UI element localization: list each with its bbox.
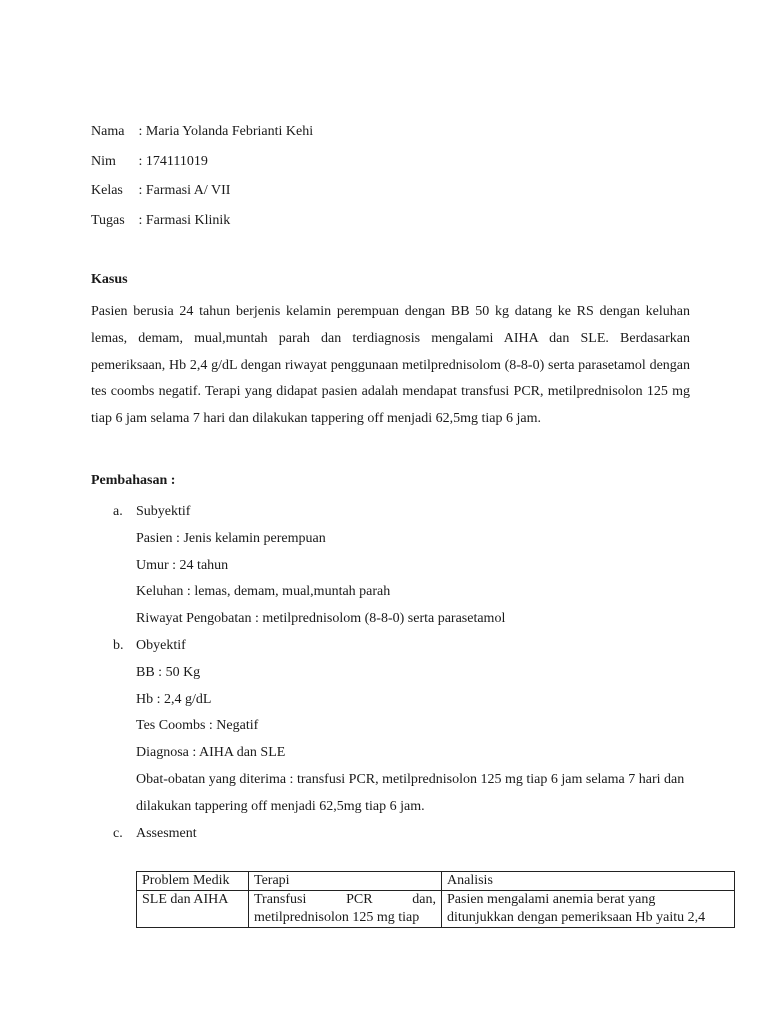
list-marker: b.: [113, 637, 124, 653]
identity-value: 174111019: [145, 153, 208, 169]
section-line: Tes Coombs : Negatif: [136, 718, 259, 734]
pembahasan-heading: Pembahasan :: [91, 473, 176, 488]
section-line: Pasien : Jenis kelamin perempuan: [136, 530, 326, 546]
section-title: Obyektif: [136, 637, 186, 653]
identity-row-tugas: [91, 211, 313, 241]
assessment-table: [136, 871, 735, 928]
section-line: Obat-obatan yang diterima : transfusi PCR, metilprednisolon 125 mg tiap 6 jam selama 7 hari dan dilakukan tappering off menjadi 62,5mg tiap 6 jam.: [136, 771, 685, 814]
identity-separator: :: [138, 212, 143, 228]
list-item-assesment: [91, 821, 701, 848]
table-row: [137, 891, 735, 928]
identity-row-kelas: [91, 181, 313, 211]
table-header-row: [137, 872, 735, 891]
student-identity: [91, 122, 313, 240]
section-title: Assesment: [136, 825, 197, 841]
section-title: Subyektif: [136, 504, 191, 519]
identity-row-name: [91, 122, 313, 152]
kasus-paragraph: Pasien berusia 24 tahun berjenis kelamin perempuan dengan BB 50 kg datang ke RS dengan keluhan lemas, demam, mual,muntah parah dan terdiagnosis mengalami AIHA dan SLE. Berdasarkan pemeriksaan, Hb 2,4 g/dL dengan riwayat penggunaan metilprednisolom (8-8-0) serta parasetamol dengan tes coombs negatif. Terapi yang didapat pasien adalah mendapat transfusi PCR, metilprednisolon 125 mg tiap 6 jam selama 7 hari dan dilakukan tappering off menjadi 62,5mg tiap 6 jam.: [91, 304, 690, 427]
identity-separator: :: [138, 124, 143, 139]
identity-value: Farmasi A/ VII: [145, 183, 231, 198]
cell-analisis: [442, 891, 735, 928]
cell-problem: SLE dan AIHA: [137, 891, 249, 928]
section-line: Diagnosa : AIHA dan SLE: [136, 745, 286, 761]
pembahasan-list: [91, 499, 701, 847]
section-line: Hb : 2,4 g/dL: [136, 691, 212, 707]
identity-separator: :: [138, 183, 143, 198]
section-line: Keluhan : lemas, demam, mual,muntah parah: [136, 584, 391, 600]
list-item-subyektif: [91, 499, 701, 633]
identity-value: Farmasi Klinik: [145, 212, 231, 228]
list-marker: c.: [113, 825, 123, 841]
identity-value: Maria Yolanda Febrianti Kehi: [145, 124, 314, 139]
cell-terapi: [249, 891, 442, 928]
section-line: Riwayat Pengobatan : metilprednisolom (8-8-0) serta parasetamol: [136, 611, 506, 627]
header-terapi: Terapi: [249, 872, 442, 891]
kasus-heading: Kasus: [91, 272, 128, 287]
identity-key: Nama: [91, 124, 125, 139]
analisis-line-2: ditunjukkan dengan pemeriksaan Hb yaitu 2,4: [447, 910, 706, 925]
list-marker: a.: [113, 504, 123, 519]
header-analisis: Analisis: [442, 872, 735, 891]
terapi-line-1: Transfusi PCR dan,: [254, 892, 436, 907]
identity-key: Tugas: [91, 212, 125, 228]
header-problem-medik: Problem Medik: [137, 872, 249, 891]
identity-key: Nim: [91, 153, 116, 169]
terapi-line-2: metilprednisolon 125 mg tiap: [254, 910, 420, 925]
section-line: Umur : 24 tahun: [136, 557, 229, 573]
analisis-line-1: Pasien mengalami anemia berat yang: [447, 892, 656, 907]
identity-row-nim: [91, 152, 313, 182]
identity-key: Kelas: [91, 183, 123, 198]
identity-separator: :: [138, 153, 143, 169]
list-item-obyektif: [91, 633, 701, 821]
section-line: BB : 50 Kg: [136, 664, 201, 680]
